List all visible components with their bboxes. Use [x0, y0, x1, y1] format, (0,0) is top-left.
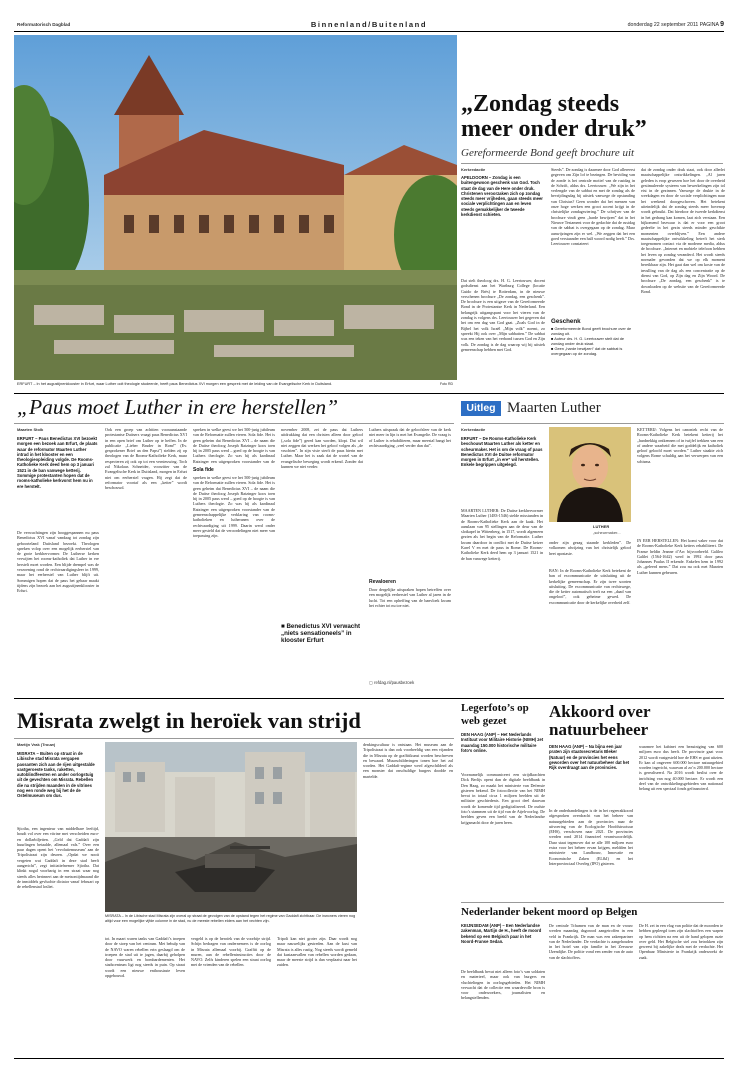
section-rule: [14, 393, 724, 394]
section-title: Binnenland/Buitenland: [310, 20, 428, 29]
akkoord-body-col2: waarmee het kabinet een bezuiniging van 600 miljoen euro dus heeft. De provincie gaat voor 2012 wordt vastgesteld hoe de EHS er gaat uitzien. Er kan al ongeveer 600.000 hectare natuurgebied worden ingericht, waarvan al zo’n 200.000 hectare is gerealiseerd. Na 2016 wordt beslist over de inrichting van nog 40.000 hectare. Er wordt een deel van de ontwikkelingsgebieden van nationaal belang uit een speciaal fonds gefinancierd.: [639, 744, 723, 792]
moord-body-col3: De H. zei in een vlag van politie dat de moorden te hebben gepleegd toen zijn slachtoffers een wapen op hem richtten na een uit de hand gelopen ruzie over geld. Het Belgische stel zou betrokken zijn geweest bij zakelijke deals met de verdachte. Het Openbaar Ministerie in Frankrijk onderzoekt de zaak.: [639, 923, 723, 960]
lego-headline-line2: web gezet: [461, 715, 507, 727]
akkoord-body-col1: In de onderhandelingen is de in het regeerakkoord afgesproken overdracht van het beheer van natuurgebieden aan de provincies naar de uitvoering van de Ecologische Hoofdstructuur (EHS), verschoven naar 2021. De provincies werden rond 2014 financieel verantwoordelijk. Daar staat tegenover dat ze alle 100 miljoen euro extra voor het beheer ervan krijgen, meldden het ministerie van Landbouw, Innovatie en Economische Zaken (EL&I) en het Interprovinciaal Overleg (IPO) gisteren.: [549, 808, 633, 866]
monastery-illustration: [14, 35, 457, 380]
monastery-photo: [14, 35, 457, 380]
zondag-body-col1: Dat stelt theoloog drs. H. G. Leertouwer, docent godsdienst aan het Wartburg College (locatie Guido de Brès) te Rotterdam, in de nieuwe verschenen brochure „De zondag, een geschenk”. De brochure is een uitgave van de Gereformeerde Bond in de Protestantse Kerk in Nederland. Een belangrijk uitgangspunt voor het vieren van de zondag is volgens drs. Leertouwer het gegeven dat het om een dag van God gaat. „Zoals God in de Bijbel het volk Israël „Mijn volk” noemt, zo spreekt Hij ook over „Mijn sabbatten.” De sabbat was een teken van het verbond tussen God en Zijn volk. De zondag is de dag waarop wij bij uitstek gemeenschap hebben met God.: [461, 278, 545, 352]
geschenk-item: ■ Geen „harde bewijzen” dat de sabbat is overgegaan op de zondag.: [551, 345, 623, 356]
misrata-byline: Martijn Vrak (Trouw): [17, 742, 56, 747]
section-rule: [14, 698, 724, 699]
paus-subhead-revaloeren: Revaloeren: [369, 579, 396, 585]
paus-body-col4: november 2008, zei de paus dat Luthers uitdrukking dat een christen alleen door geloof („sola fide”) gered kan worden, klopt. Dat wil niet zeggen dat werken het geloof volgen als „de vruchten”. In zijn visie sterft de paus hierin met Luther. Maar het is zaak dat de wortel van de evangelische beweging wordt erkend. Zonder dat kunnen we niet verder.: [281, 427, 363, 470]
misrata-illustration: [105, 742, 357, 912]
luther-sub: „scheurmaker...: [593, 530, 621, 535]
moord-headline: Nederlander bekent moord op Belgen: [461, 906, 638, 918]
uitleg-body-col3a: KETTERIJ: Volgens het canoniek recht van de Rooms-Katholieke Kerk betekent ketterij het „hardnekkig ontkennen of in twijfel trekken van een of andere waarheid die met goddelijk en katholiek geloof geloofd moet worden.” Luther staakte zich volgens Rome schuldig aan het verwerpen van een schisma.: [637, 427, 723, 464]
misrata-rule: [14, 738, 454, 739]
paper-name: Reformatorisch Dagblad: [17, 22, 71, 27]
paus-col3: [193, 427, 275, 692]
geschenk-item: ■ Gereformeerde Bond geeft brochure over de zondag uit.: [551, 326, 632, 336]
misrata-headline: Misrata zwelgt in heroïek van strijd: [17, 708, 361, 733]
moord-body-col1-extra: De beeldbank bevat niet alleen foto’s van soldaten en materieel, maar ook van burgers en vluchtelingen in oorlogsgebieden. Het NIMH verwacht dat de collectie een waardevolle bron is voor onderzoekers, journalisten en belangstellenden.: [461, 969, 545, 1001]
uitleg-lead: ERFURT – De Rooms-Katholieke Kerk beschouwt Maarten Luther als ketter en scheurmaker. Het is om de vraag of paus Benedictus XVI de Duitse reformator morgen in Erfurt „in ere” wil herstellen. Enkele begrippen uitgelegd.: [461, 436, 543, 468]
paus-quote: ■ Benedictus XVI verwacht „niets sensationeels” in klooster Erfurt: [281, 623, 361, 645]
masthead-rule: [14, 31, 724, 32]
page-date: donderdag 22 september 2011 PAGINA 9: [627, 21, 724, 28]
paus-body-col2: Ook een groep van achttien vooraanstaande protestantse Duitsers vraagt paus Benedictus XVI in een open brief om Luther op te heffen. In de publicatie „Lieber Bruder in Rom!” (Ev. gesprokener Brief an den Papst”) stelden zij op theologen van de Rooms-Katholieke Kerk, maar respecteren zij ook op tot een vernieuwing. Toch zal Nikolaus Schneider, voorzitter van de Evangelische Kerk in Duitsland, morgen in Erfurt niet om eerherstel vragen. Hij zegt dat de reformator voortaf als een „ketter” wordt beschouwd.: [105, 427, 187, 491]
misrata-body-col5: denkingscultuur is ontstaan. Het museum aan de Tripolistraat is dan ook voorbeeldig van een vijanden die in Misrata op de graffitikunst worden beschreven en bewaard. Muurschilderingen tonen hoe het zal worden. Het Gaddafi-regime werd afgeschilderd als een monster dat onschuldige burgers doodde en martelde.: [363, 742, 453, 779]
misrata-body-col1: Sjiotha, een ingenieur van middelbare leeftijd, houdt vol over een vitrine met verscheiden euro- en dollarbiljetten. „Geld dat Gaddafi zijn huurlingen betaalde, allemaal vals.” Over een paar dagen opent het ’revolutiemuseum’ aan de Tripolistraat zijn deuren. „Opdat we nooit vergeten wat Gaddafi in deze stad heeft aangericht”, zegt initiatiefnemer Sjiotha. Dat klinkt nogal voorbarig in een straat waar nog steeds alles herinnert aan de metsontijdmaand die de inmiddels gevluchte dictator vanaf februari op de rebellenstad losliet.: [17, 826, 99, 890]
paus-col5: [369, 427, 451, 692]
photo-caption: ERFURT – In het augustijnenklooster in Erfurt, waar Luther ooit theologie studeerde, heeft paus Benedictus XVI morgen een gesprek met de leiding van de Evangelische Kerk in Duitsland.: [17, 382, 333, 386]
uitleg-badge: Uitleg: [461, 401, 501, 416]
footer-rule: [14, 1058, 724, 1059]
zondag-body-col3: dat de zondag onder druk staat, ook door allerlei maatschappelijke ontwikkelingen. „Al jaren geleden is erop gewezen hoe het door de overheid gestimuleerde systeem van bewerkelingen zijn tol eist in de gezinnen. Vanwege de drukte in de weekdagen en door de sociale verplichtingen naar het weekend doorgeschoven. Het betekent uiteindelijk dat de zondag steeds meer bovenop wordt gebruikt. Dat hierdoor de tweede kerkdienst in het gedrang kan komen, laat zich verstaan. Een bijkomend bezwaar is dat er voor een groot gedeelte in het gezin steeds minder geschikte momenten overblijven.” Een andere maatschappelijke ontwikkeling betreft het sterk toegenomen contact via de moderne media, aldus de brochure. „Internet en mobiele telefoon hebben het leven op zondag veranderd. Het wordt steeds normaler gevonden dat we op elk moment bereikbaar zijn. Het gaat dan wel om koste van de invulling van de dag als een concentratie op de dienst van God, op Zijn dag en Zijn Woord. De brochure „De zondag, een geschenk” is te downloaden op de website van de Gereformeerde Bond.: [641, 167, 725, 294]
geschenk-item: ■ Auteur drs. H. G. Leertouwer stelt dat de zondag onder druk staat.: [551, 335, 625, 346]
zondag-headline-line2: meer onder druk”: [461, 116, 647, 142]
misrata-caption: MISRATA – In de Libische stad Misrata zijn overal op straat de gevolgen van de opstand tegen het regime van Gaddafi zichtbaar. De inwoners vieren nog altijd voor een mogelijke vijfde colonne in de stad, nu de meeste rebellen elders aan het vechten zijn.: [105, 914, 356, 923]
uitleg-title: Maarten Luther: [507, 400, 601, 416]
paus-subhead-sola: Sola fide: [193, 467, 214, 473]
zondag-body-col2: Steeds”. De zondag is daarmee door God allereerst gegeven om Zijn lof te bezingen. De beviding van de zonde is het centrale motief van de rustdag in de Schrift, aldus drs. Leertouwer. „We zijn in het verlengde van de sabbat en met de zondag als de bevrijdingsdag bij uitstek vanwege de opstanding van Christus? Geen wonder dat het mensen van onze hoge werken een groot accent krijgt in de christelijke zondagsviering.” De schrijver van de brochure vindt geen „harde bewijzen” dat in het Nieuwe Testament voor de gedachte dat de rustdag van de sabbat is overgegaan op de zondag. Maar aanwijzingen zijn er wel. „We zeggen dat het een goed verstaander een half woord nodig heeft.” Drs. Leertouwer constateert: [551, 167, 635, 247]
uitleg-body-col2b: BAN: In de Rooms-Katholieke Kerk betekent de ban of excommunicatie de uitsluiting uit de kerkelijke gemeenschap. Er zijn twee soorten uitsluiting. De excommunicatie van rechtswege, die de ketter automatisch treft na een „daad van ongeloof”, ook geheime gewed. De excommunicatie door de kerkelijke overheid zelf.: [549, 568, 631, 605]
misrata-body-col2: tot. In maart waren tanks van Gaddafi’s troepen door de stoep van het centrum. Met behulp van de NAVO waren rebellen erin geslaagd om de troepen de stad uit te jagen, daarbij geholpen door vuurwerk en bombardementen. Het stadscentrum ligt nog steeds in puin. Op straat wordt een nieuwe enthousiaste leven opgebouwd.: [105, 936, 185, 979]
geschenk-title: Geschenk: [551, 318, 581, 325]
paus-lead: ERFURT – Paus Benedictus XVI bezoekt morgen een bezoek aan Erfurt, de plaats waar de reformator Maarten Luther intrad in het klooster en een theologieopleiding volgde. De Rooms-Katholieke Kerk deed hem op 3 januari 1521 in de ban vanwege ketterij. Sommige protestanten hopen dat de rooms-katholieke kerkvorst hem nu in ere herstelt.: [17, 436, 98, 489]
paus-body-col5: Luthers uitspraak dat de geloofsleer van de kerk niet meer in lijn is met het Evangelie. De vraag is of Luther is rehabiliteren, maar meestal hangt het rechtvaardiging „veel verder dan dat”.: [369, 427, 451, 448]
paus-rule: [14, 423, 454, 424]
akkoord-lead: DEN HAAG (ANP) – Na bijna een jaar praten zijn staatssecretaris Bleker (Natuur) en de provincies het eens geworden over het natuurbeheer dat het Rijk overdraagt aan de provincies.: [549, 744, 630, 771]
paus-headline: „Paus moet Luther in ere herstellen”: [17, 395, 339, 419]
akkoord-headline-line2: natuurbeheer: [549, 720, 649, 739]
luther-illustration: [549, 427, 631, 522]
luther-label: LUTHER: [593, 524, 610, 529]
paus-col4: [281, 427, 363, 692]
luther-portrait: [549, 427, 631, 522]
moord-lead: KEIJNSEDAM (ANP) – Een Nederlandse zakenman, Martijn de H., heeft de moord bekend op een Belgisch paar in het Noord-Franse Sedan.: [461, 923, 542, 944]
paus-body-col1: De verwachtingen zijn hooggespannen nu paus Benedictus XVI vanaf vandaag tot zondag zijn geboorteland Duitsland bezoekt. Theologen spreken volop over een mogelijk eerherstel van de grote kerkhervormer. De Lutherse kerken verwijten het rooms-katholiek dat Luther in ere herstelt moet worden. Een blijde drempel was de verzoening rond de rechtvaardigingsleer in 1999, maar het eerherstel van Luther blijft uit. Sommigen hopen dat de paus het gebaar maakt tijdens zijn bezoek aan het augustijnenklooster in Erfurt.: [17, 530, 99, 594]
moord-rule: [461, 902, 724, 903]
paus-body-col3a: spreken in welke geest we het 500-jarig jubileum van de Reformatie zullen vieren. Sola fide. Het is geen geheim dat Benedictus XVI – de naam die de Duitse theoloog Joseph Ratzinger koos toen hij in 2005 paus werd – goed op de hoogte is van Luthers theologie. Zo was hij als kardinaal Ratzinger een uitgesproken voorstander van de: [193, 427, 275, 464]
zondag-rule: [461, 163, 723, 164]
zondag-byline: Kerkredactie: [461, 167, 486, 172]
paus-body-col5b: Door dergelijke uitspraken hopen betreffen over een mogelijk eerherstel van Luther al jaren in de lucht. Tot een opheffing van de banvloek kwam het echter tot nu toe niet.: [369, 587, 451, 608]
paus-link[interactable]: ▢ refdag.nl/pausbezoek: [369, 680, 415, 685]
zondag-subhead: Gereformeerde Bond geeft brochure uit: [461, 147, 635, 159]
photo-credit: Foto RD: [440, 382, 454, 386]
zondag-lead: APELDOORN – Zondag is een buitengewoon geschenk van God. Toch staat de dag van de Here onder druk. Christenen veroorzaken zich op zondag steeds meer vrijheden, gaan steeds meer sociale verplichtingen aan en leven steeds gemakkelijker de tweede kerkdienst schieten.: [461, 175, 543, 218]
uitleg-byline: Kerkredactie: [461, 427, 486, 432]
misrata-body-col3: vergeld is op de heroïek van de voorbije strijd. Schijn bedragen van ondernemers is de oorlog in Misrata allemaal voorbij. Graffiti op de muren, aan de rebelleninstructies door de NAVO. Zelfs kinderen spelen een straat oorlog met de vrienden van de rebellen.: [191, 936, 271, 968]
moord-body-col2: De centrale Tchumen van de man en de vrouw werden maandag dagorood aangetroffen in een veld in Frankrijk. De man was een zakenpartner van de Nederlander. De verdachte is aangehouden in het hotel van zijn familie in het Zeeuwse IJzendijke. De politie vond een zender van de auto van de slachtoffers.: [549, 923, 633, 960]
misrata-body-col4: Tripoli kan niet groter zijn. Daar wordt nog maar nauwelijks gestreden. Aan de kust van Misrata is alles rustig. Nog steeds wordt gemeld dat kustaanvallen van rebellen worden gedaan, maar de meeste strijd is dan verplaatst naar het zuiden.: [277, 936, 357, 968]
uitleg-rule: [461, 423, 724, 424]
lego-body-col1: Voornamelijk communiceert een strijdkrachten Dick Berlijs opent dan de digitale beeldbank in Den Haag, zo maakt het ministerie van Defensie gisteren bekend. De fotocollectie van het NIMH bevat in totaal circa 1 miljoen beelden uit de militaire geschiedenis. Een groot deel daarvan wordt de komende tijd gedigitaliseerd. De oudste foto’s stammen uit de tijd van de Atjeh-oorlog. De beelden geven een beeld van de Nederlandse krijgsmacht door de jaren heen.: [461, 772, 545, 825]
misrata-photo: [105, 742, 357, 912]
paus-byline: Maarten Stolk: [17, 427, 44, 432]
paus-body-col3b: spreken in welke geest we het 500-jarig jubileum van de Reformatie zullen vieren. Sola fide. Het is geen geheim dat Benedictus XVI – de naam die de Duitse theoloog Joseph Ratzinger koos toen hij in 2005 paus werd – goed op de hoogte is van Luthers theologie. Zo was hij als kardinaal Ratzinger een uitgesproken voorstander van de gemeenschappelijke verklaring van rooms-katholieken en lutheranen over de rechtvaardiging uit 1999. Daarin werd onder meer gesteld dat de veroordelingen niet meer van toepassing zijn.: [193, 475, 275, 539]
uitleg-body-col1: MAARTEN LUTHER: De Duitse kerkhervormer Maarten Luther (1483-1546) stelde misstanden in de Rooms-Katholieke Kerk aan de kaak. Het aanslaan van 95 stellingen aan de deur van de slotkapel in Wittenberg, in 1517, wordt algemeen gezien als het begin van de Reformatie. Luther kwam daardoor in conflict met de Duitse keizer Karel V en met de paus in Rome. De Rooms-Katholieke Kerk deed hem op 3 januari 1521 in de ban vanwege ketterij.: [461, 508, 543, 561]
lego-lead: DEN HAAG (ANP) – Het Nederlands Instituut voor Militaire Historie (NIMH) zet maandag 150.000 historische militaire foto’s online.: [461, 732, 544, 753]
misrata-lead: MISRATA – Buiten op straat in de Libische stad Misrata vergapen passanten zich aan de rijen uitgestalde vastgeroeste tanks, raketten, autoblindfeesten en ander oorlogstuig uit de gevechten om Misrata. Rebellen die na strijden maanden in de vitrines nog een ronde weg bij het de de Ostelmuseum om dus.: [17, 751, 95, 799]
uitleg-body-col3b: IN EER HERSTELLEN: Het komt vaker voor dat de Rooms-Katholieke Kerk ketters rehabiliteert. De Franse heldin Jeanne d’Arc bijvoorbeeld. Galileo Galilei (1564-1642) werd in 1992 door paus Johannes Paulus II erkende. Enkelen hem in 1992 als „geleerd mens.” Dat zou nu ook met Maarten Luther kunnen gebeuren.: [637, 538, 723, 575]
zondag-headline-line1: „Zondag steeds: [461, 91, 620, 117]
lego-headline-line1: Legerfoto’s op: [461, 702, 529, 714]
akkoord-headline-line1: Akkoord over: [549, 702, 651, 721]
uitleg-body-col2a: onder zijn gezag staande kerkleden”. De volkomen afwijzing van het christelijk geloof heet apostasie.: [549, 540, 631, 556]
geschenk-box: [551, 318, 635, 390]
